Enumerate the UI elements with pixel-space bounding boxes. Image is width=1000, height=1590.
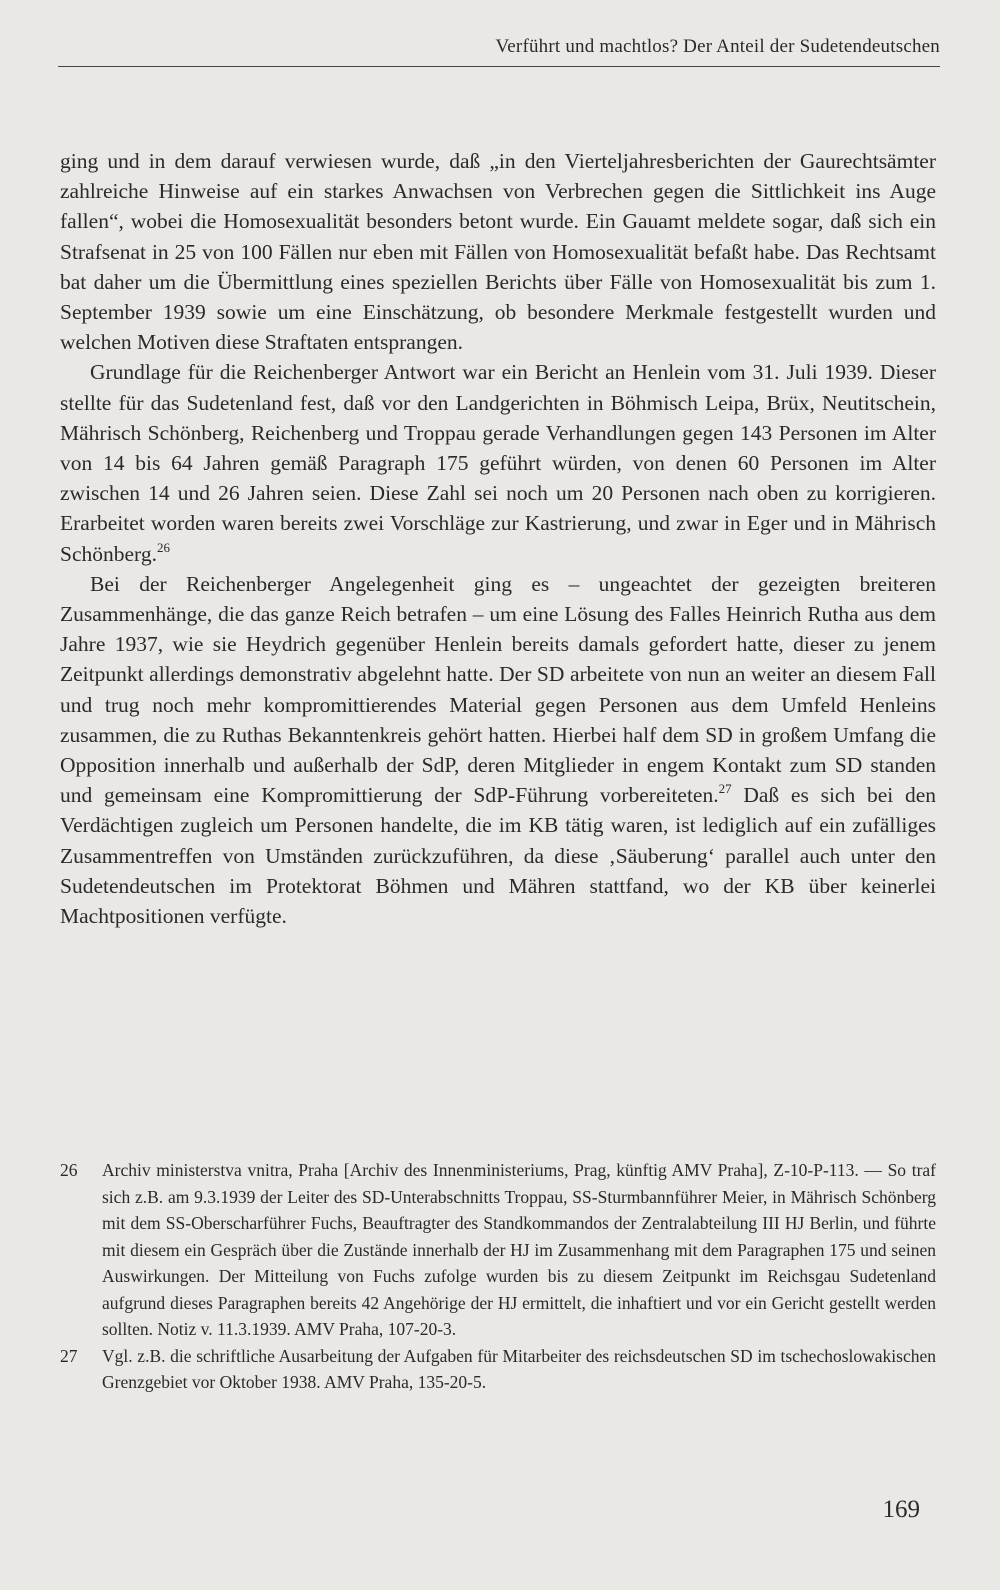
footnote <box>60 1343 936 1396</box>
main-text <box>60 146 936 931</box>
running-header <box>58 36 940 67</box>
footnote-text: Archiv ministerstva vnitra, Praha [Archiv des Innenministeriums, Prag, künftig AMV Praha], Z-10-P-113. — So traf sich z.B. am 9.3.1939 der Leiter des SD-Unterabschnitts Troppau, SS-Sturmbannführer Meier, in Mährisch Schönberg mit dem SS-Oberscharführer Fuchs, Beauftragter des Standkommandos der Zentralabteilung III HJ Berlin, und führte mit diesem ein Gespräch über die Zustände innerhalb der HJ im Zusammenhang mit dem Paragraphen 175 und seinen Auswirkungen. Der Mitteilung von Fuchs zufolge wurden bis zu diesem Zeitpunkt im Reichsgau Sudetenland aufgrund dieses Paragraphen bereits 42 Angehörige der HJ ermittelt, die inhaftiert und vor ein Gericht gestellt werden sollten. Notiz v. 11.3.1939. AMV Praha, 107-20-3. <box>102 1160 936 1339</box>
page-number: 169 <box>882 1496 920 1523</box>
footnote-ref[interactable]: 27 <box>718 781 732 797</box>
running-title: Verführt und machtlos? Der Anteil der Sudetendeutschen <box>495 36 940 57</box>
footnote <box>60 1157 936 1343</box>
paragraph: Bei der Reichenberger Angelegenheit ging es – ungeachtet der gezeigten breiteren Zusammenhänge, die das ganze Reich betrafen – um eine Lösung des Falles Heinrich Rutha aus dem Jahre 1937, wie sie Heydrich gegenüber Henlein bereits damals gefordert hatte, dieser zu jenem Zeitpunkt allerdings demonstrativ abgelehnt hatte. Der SD arbeitete von nun an weiter an diesem Fall und trug noch mehr kompromittierendes Material gegen Personen aus dem Umfeld Henleins zusammen, die zu Ruthas Bekanntenkreis gehört hatten. Hierbei half dem SD in großem Umfang die Opposition innerhalb und außerhalb der SdP, deren Mitglieder in engem Kontakt zum SD standen und gemeinsam eine Kompromittierung der SdP-Führung vorbereiteten.$^{27}$ Daß es sich bei den Verdächtigen zugleich um Personen handelte, die im KB tätig waren, ist lediglich auf ein zufälliges Zusammentreffen von Umständen zurückzuführen, da diese ‚Säuberung‘ parallel auch unter den Sudetendeutschen im Protektorat Böhmen und Mähren stattfand, wo der KB über keinerlei Machtpositionen verfügte. <box>60 571 937 929</box>
footnote-ref[interactable]: 26 <box>156 539 170 555</box>
footnote-number: 27 <box>60 1345 78 1366</box>
footnotes <box>60 1157 936 1396</box>
paragraph: Grundlage für die Reichenberger Antwort war ein Bericht an Henlein vom 31. Juli 1939. Dieser stellte für das Sudetenland fest, daß vor den Landgerichten in Böhmisch Leipa, Brüx, Neutitschein, Mährisch Schönberg, Reichenberg und Troppau gerade Verhandlungen gegen 143 Personen im Alter von 14 bis 64 Jahren gemäß Paragraph 175 geführt würden, von denen 60 Personen im Alter zwischen 14 und 26 Jahren seien. Diese Zahl sei noch um 20 Personen nach oben zu korrigieren. Erarbeitet worden waren bereits zwei Vorschläge zur Kastrierung, und zwar in Eger und in Mährisch Schönberg.$^{26}$ <box>60 360 936 566</box>
footnote-text: Vgl. z.B. die schriftliche Ausarbeitung der Aufgaben für Mitarbeiter des reichsdeutschen SD im tschechoslowakischen Grenzgebiet vor Oktober 1938. AMV Praha, 135-20-5. <box>102 1345 936 1392</box>
footnote-number: 26 <box>60 1160 78 1180</box>
paragraph: ging und in dem darauf verwiesen wurde, daß „in den Vierteljahresberichten der Gaurechtsämter zahlreiche Hinweise auf ein starkes Anwachsen von Verbrechen gegen die Sittlichkeit ins Auge fallen“, wobei die Homosexualität besonders betont wurde. Ein Gauamt meldete sogar, daß sich ein Strafsenat in 25 von 100 Fällen nur eben mit Fällen von Homosexualität befaßt habe. Das Rechtsamt bat daher um die Übermittlung eines speziellen Berichts über Fälle von Homosexualität bis zum 1. September 1939 sowie um eine Einschätzung, ob besondere Merkmale festgestellt wurden und welchen Motiven diese Straftaten entsprangen. <box>60 149 936 355</box>
